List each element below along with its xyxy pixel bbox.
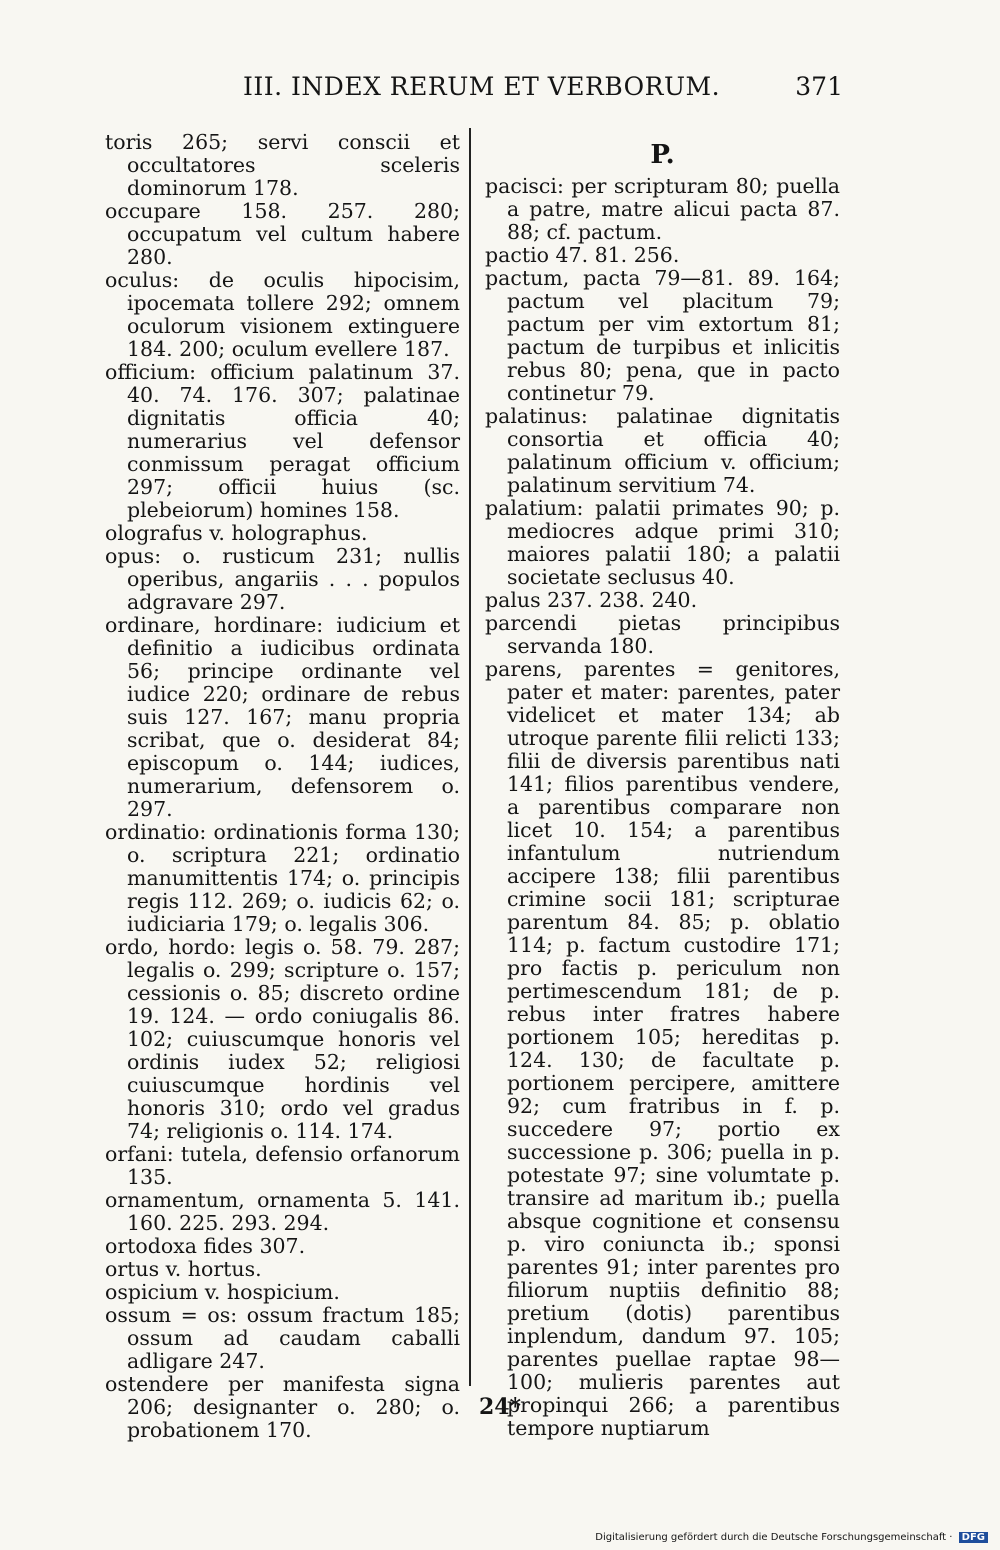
index-entry: ordinare, hordinare: iudicium et definitio a iudicibus ordinata 56; principe ordinante vel iudice 220; ordinare de rebus suis 127. 167; manu propria scribat, que o. desiderat 84; episcopum o. 144; iudices, numerarium, defensorem o. 297.	[105, 613, 460, 821]
index-entry: palatium: palatii primates 90; p. mediocres adque primi 310; maiores palatii 180; a palatii societate seclusus 40.	[485, 496, 840, 589]
index-entry: ortus v. hortus.	[105, 1257, 262, 1281]
index-entry: parens, parentes = genitores, pater et mater: parentes, pater videlicet et mater 134; ab utroque parente filii relicti 133; filii de diversis parentibus nati 141; filios parentibus vendere, a parentibus comparare non licet 10. 154; a parentibus infantulum nutriendum accipere 138; filii parentibus crimine socii 181; scripturae parentum 84. 85; p. oblatio 114; p. factum custodire 171; pro factis p. periculum non pertimescendum 181; de p. rebus inter fratres habere portionem 105; hereditas p. 124. 130; de facultate p. portionem percipere, amittere 92; cum fratribus in f. p. succedere 97; portio ex successione p. 306; puella in p. potestate 97; sine volumtate p. transire ad maritum ib.; puella absque cognitione et consensu p. viro coniuncta ib.; sponsi parentes 91; inter parentes pro filiorum nuptiis definitio 88; pretium (dotis) parentibus inplendum, dandum 97. 105; parentes puellae raptae 98—100; mulieris parentes aut propinqui 266; a parentibus tempore nuptiarum	[485, 657, 840, 1440]
index-entry: parcendi pietas principibus servanda 180.	[485, 611, 840, 658]
index-entry: toris 265; servi conscii et occultatores sceleris dominorum 178.	[105, 130, 460, 200]
index-entry: oculus: de oculis hipocisim, ipocemata tollere 292; omnem oculorum visionem extinguere 184. 200; oculum evellere 187.	[105, 268, 460, 361]
index-entry: pacisci: per scripturam 80; puella a patre, matre alicui pacta 87. 88; cf. pactum.	[485, 174, 840, 244]
index-entry: orfani: tutela, defensio orfanorum 135.	[105, 1142, 460, 1189]
index-entry: olografus v. holographus.	[105, 521, 368, 545]
index-entry: ossum = os: ossum fractum 185; ossum ad caudam caballi adligare 247.	[105, 1303, 460, 1373]
index-entry: pactio 47. 81. 256.	[485, 243, 680, 267]
column-divider	[469, 128, 471, 1386]
index-entry: opus: o. rusticum 231; nullis operibus, angariis . . . populos adgravare 297.	[105, 544, 460, 614]
index-entry: occupare 158. 257. 280; occupatum vel cultum habere 280.	[105, 199, 460, 269]
index-column-right	[485, 131, 840, 1440]
index-entry: ordinatio: ordinationis forma 130; o. scriptura 221; ordinatio manumittentis 174; o. principis regis 112. 269; o. iudicis 62; o. iudiciaria 179; o. legalis 306.	[105, 820, 460, 936]
index-entry: officium: officium palatinum 37. 40. 74. 176. 307; palatinae dignitatis officia 40; numerarius vel defensor conmissum peragat officium 297; officii huius (sc. plebeiorum) homines 158.	[105, 360, 460, 522]
running-title: III. INDEX RERUM ET VERBORUM.	[243, 72, 721, 101]
index-entry: palus 237. 238. 240.	[485, 588, 698, 612]
section-letter: P.	[650, 140, 675, 170]
dfg-logo: DFG	[959, 1532, 988, 1543]
index-column-left	[105, 131, 460, 1442]
page-number: 371	[795, 72, 843, 101]
index-entry: ornamentum, ornamenta 5. 141. 160. 225. 293. 294.	[105, 1188, 460, 1235]
page-header	[103, 72, 843, 108]
footer-credit: Digitalisierung gefördert durch die Deutsche Forschungsgemeinschaft ·	[595, 1532, 953, 1543]
index-entry: ospicium v. hospicium.	[105, 1280, 340, 1304]
index-entry: palatinus: palatinae dignitatis consortia et officia 40; palatinum officium v. officium; palatinum servitium 74.	[485, 404, 840, 497]
signature-mark: 24*	[478, 1394, 522, 1420]
index-entry: ostendere per manifesta signa 206; designanter o. 280; o. probationem 170.	[105, 1372, 460, 1442]
index-entry: ordo, hordo: legis o. 58. 79. 287; legalis o. 299; scripture o. 157; cessionis o. 85; discreto ordine 19. 124. — ordo coniugalis 86. 102; cuiuscumque honoris vel ordinis iudex 52; religiosi cuiuscumque hordinis vel honoris 310; ordo vel gradus 74; religionis o. 114. 174.	[105, 935, 460, 1143]
index-entry: ortodoxa fides 307.	[105, 1234, 306, 1258]
footer	[0, 1532, 988, 1543]
index-entry: pactum, pacta 79—81. 89. 164; pactum vel placitum 79; pactum per vim extortum 81; pactum de turpibus et inlicitis rebus 80; pena, que in pacto continetur 79.	[485, 266, 840, 405]
